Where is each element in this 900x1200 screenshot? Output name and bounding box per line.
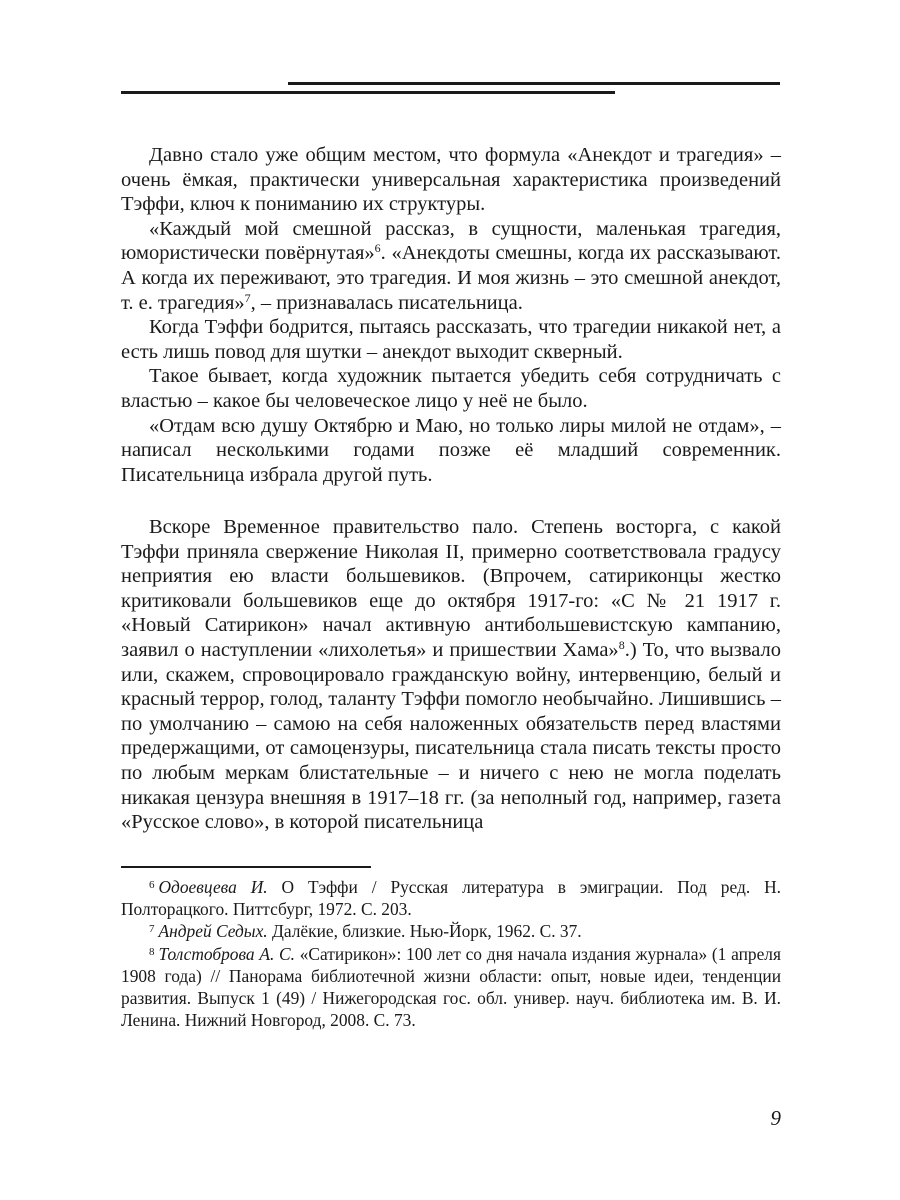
header-rule-top	[288, 82, 780, 85]
paragraph-3: Когда Тэффи бодрится, пытаясь рассказать, что трагедии никакой нет, а есть лишь повод для шутки – анекдот выходит скверный.	[121, 316, 781, 363]
footnote-number: 7	[149, 923, 155, 936]
footnote-8	[121, 943, 781, 1032]
paragraph-2: «Каждый мой смешной рассказ, в сущности, маленькая трагедия, юмористически повёрнутая»$^6$. «Анекдоты смешны, когда их рассказывают. А когда их переживают, это трагедия. И моя жизнь – это смешной анекдот, т. е. трагедия»$^7$, – признавалась писательница.	[121, 217, 782, 314]
footnote-author: Толстоброва А. С.	[158, 943, 295, 964]
footnote-ref-6[interactable]: 6	[374, 241, 381, 256]
footnote-6	[121, 876, 781, 920]
footnote-separator	[121, 866, 371, 868]
text-section-1	[121, 143, 781, 487]
footnote-author: Андрей Седых.	[158, 921, 268, 942]
footnote-text: «Сатирикон»: 100 лет со дня начала издания журнала» (1 апреля 1908 года) // Панорама библиотечной жизни области: опыт, новые идеи, тенденции развития. Выпуск 1 (49) / Нижегородская гос. обл. универ. науч. библиотека им. В. И. Ленина. Нижний Новгород, 2008. С. 73.	[121, 943, 781, 1031]
paragraph-1: Давно стало уже общим местом, что формула «Анекдот и трагедия» – очень ёмкая, практически универсальная характеристика произведений Тэффи, ключ к пониманию их структуры.	[121, 144, 781, 216]
footnotes	[121, 876, 781, 1031]
paragraph-5: «Отдам всю душу Октябрю и Маю, но только лиры милой не отдам», – написал несколькими годами позже её младший современник. Писательница избрала другой путь.	[121, 414, 781, 486]
footnote-ref-8[interactable]: 8	[618, 637, 625, 652]
header-rule-bottom	[121, 91, 615, 94]
footnote-author: Одоевцева И.	[158, 877, 268, 897]
footnote-number: 6	[149, 879, 155, 891]
footnote-text: О Тэффи / Русская литература в эмиграции. Под ред. Н. Полторацкого. Питтсбург, 1972. С. 203.	[121, 877, 781, 920]
footnote-7	[121, 920, 781, 942]
footnote-text: Далёкие, близкие. Нью-Йорк, 1962. С. 37.	[267, 921, 582, 942]
page-number: 9	[770, 1106, 781, 1130]
paragraph-6: Вскоре Временное правительство пало. Степень восторга, с какой Тэффи приняла свержение Николая II, примерно соответствовала градусу неприятия ею власти большевиков. (Впрочем, сатириконцы жестко критиковали большевиков еще до октября 1917-го: «С № 21 1917 г. «Новый Сатирикон» начал активную антибольшевистскую кампанию, заявил о наступлении «лихолетья» и пришествии Хама»$^8$.) То, что вызвало или, скажем, спровоцировало гражданскую войну, интервенцию, белый и красный террор, голод, таланту Тэффи помогло необычайно. Лишившись – по умолчанию – самою на себя наложенных обязательств перед властями предержащими, от самоцензуры, писательница стала писать тексты просто по любым меркам блистательные – и ничего с нею не могла поделать никакая цензура внешняя в 1917–18 гг. (за неполный год, например, газета «Русское слово», в которой писательница	[121, 516, 781, 834]
text-section-2	[121, 515, 781, 835]
footnote-ref-7[interactable]: 7	[244, 290, 251, 305]
paragraph-4: Такое бывает, когда художник пытается убедить себя сотрудничать с властью – какое бы человеческое лицо у неё не было.	[121, 365, 781, 412]
footnote-number: 8	[149, 945, 155, 958]
